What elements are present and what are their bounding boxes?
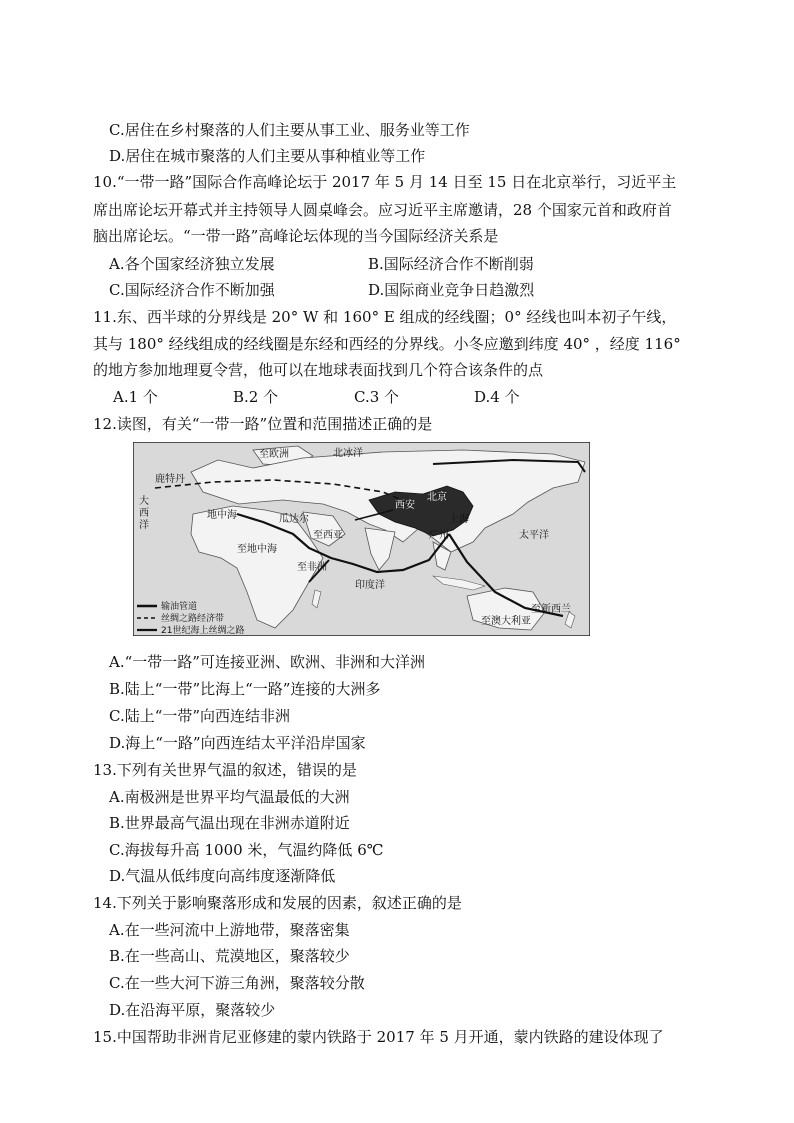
- map-label-shanghai: 上海: [449, 514, 469, 525]
- q14-option-c: C.在一些大河下游三角洲，聚落较分散: [109, 974, 365, 992]
- q11-option-d: D.4 个: [474, 388, 520, 406]
- q13-option-d: D.气温从低纬度向高纬度逐渐降低: [109, 867, 336, 885]
- map-label-to-mediterranean: 至地中海: [237, 544, 277, 555]
- legend-maritime-silk-road-label: 21世纪海上丝绸之路: [161, 626, 245, 636]
- q12-option-b: B.陆上“一带”比海上“一路”连接的大洲多: [109, 680, 381, 698]
- q11-stem-line-2: 其与 180° 经线组成的经线圈是东经和西经的分界线。小冬应邀到纬度 40° ，经度 116°: [93, 335, 681, 353]
- q10-stem-line-2: 席出席论坛开幕式并主持领导人圆桌峰会。应习近平主席邀请，28 个国家元首和政府首: [93, 201, 672, 219]
- q10-stem-line-1: 10.“一带一路”国际合作高峰论坛于 2017 年 5 月 14 日至 15 日在北京举行，习近平主: [93, 173, 677, 191]
- q14-option-a: A.在一些河流中上游地带，聚落密集: [109, 921, 350, 939]
- map-label-gwadar: 瓜达尔: [279, 514, 309, 525]
- q13-option-b: B.世界最高气温出现在非洲赤道附近: [109, 814, 350, 832]
- map-label-pacific: 太平洋: [519, 530, 549, 541]
- q10-option-d: D.国际商业竞争日趋激烈: [368, 281, 535, 299]
- q11-option-a: A.1 个: [113, 388, 158, 406]
- map-label-rotterdam: 鹿特丹: [155, 474, 185, 485]
- map-label-xian: 西安: [395, 500, 415, 511]
- map-label-arctic-ocean: 北冰洋: [333, 448, 363, 459]
- q13-option-a: A.南极洲是世界平均气温最低的大洲: [109, 788, 350, 806]
- q13-stem: 13.下列有关世界气温的叙述，错误的是: [93, 761, 357, 779]
- q9-option-d: D.居住在城市聚落的人们主要从事种植业等工作: [109, 147, 426, 165]
- q10-option-c: C.国际经济合作不断加强: [109, 281, 275, 299]
- map-label-to-australia: 至澳大利亚: [481, 616, 531, 627]
- q11-stem-line-1: 11.东、西半球的分界线是 20° W 和 160° E 组成的经线圈；0° 经线也叫本初子午线，: [93, 308, 677, 326]
- q14-stem: 14.下列关于影响聚落形成和发展的因素，叙述正确的是: [93, 894, 462, 912]
- q12-option-d: D.海上“一路”向西连结太平洋沿岸国家: [109, 734, 366, 752]
- q12-option-a: A.“一带一路”可连接亚洲、欧洲、非洲和大洋洲: [109, 653, 425, 671]
- map-label-to-africa: 至非洲: [297, 562, 327, 573]
- map-label-beijing: 北京: [427, 492, 447, 503]
- map-label-atlantic-3: 洋: [139, 520, 149, 531]
- map-label-indian-ocean: 印度洋: [355, 580, 385, 591]
- q10-option-b: B.国际经济合作不断削弱: [368, 255, 534, 273]
- map-label-atlantic-1: 大: [139, 496, 149, 507]
- q11-stem-line-3: 的地方参加地理夏令营，他可以在地球表面找到几个符合该条件的点: [93, 361, 544, 379]
- map-label-to-west-asia: 至西亚: [313, 530, 343, 541]
- q9-option-c: C.居住在乡村聚落的人们主要从事工业、服务业等工作: [109, 121, 470, 139]
- q12-stem: 12.读图，有关“一带一路”位置和范围描述正确的是: [93, 415, 433, 433]
- legend-silk-road-belt-label: 丝绸之路经济带: [161, 614, 225, 624]
- map-label-atlantic-2: 西: [139, 508, 149, 519]
- map-label-guangzhou: 广州: [429, 530, 449, 541]
- q12-option-c: C.陆上“一带”向西连结非洲: [109, 707, 291, 725]
- q14-option-b: B.在一些高山、荒漠地区，聚落较少: [109, 947, 350, 965]
- legend-pipeline-label: 输油管道: [161, 602, 198, 612]
- q10-option-a: A.各个国家经济独立发展: [109, 255, 275, 273]
- q11-option-b: B.2 个: [233, 388, 279, 406]
- belt-and-road-map: [133, 442, 590, 636]
- q11-option-c: C.3 个: [354, 388, 400, 406]
- q10-stem-line-3: 脑出席论坛。“一带一路”高峰论坛体现的当今国际经济关系是: [93, 227, 499, 245]
- map-label-mediterranean: 地中海: [207, 510, 237, 521]
- q13-option-c: C.海拔每升高 1000 米，气温约降低 6℃: [109, 841, 384, 859]
- map-label-to-europe: 至欧洲: [259, 449, 289, 460]
- q15-stem-line-1: 15.中国帮助非洲肯尼亚修建的蒙内铁路于 2017 年 5 月开通，蒙内铁路的建设体现了: [93, 1028, 664, 1046]
- q14-option-d: D.在沿海平原，聚落较少: [109, 1001, 276, 1019]
- map-label-to-new-zealand: 至新西兰: [531, 604, 571, 615]
